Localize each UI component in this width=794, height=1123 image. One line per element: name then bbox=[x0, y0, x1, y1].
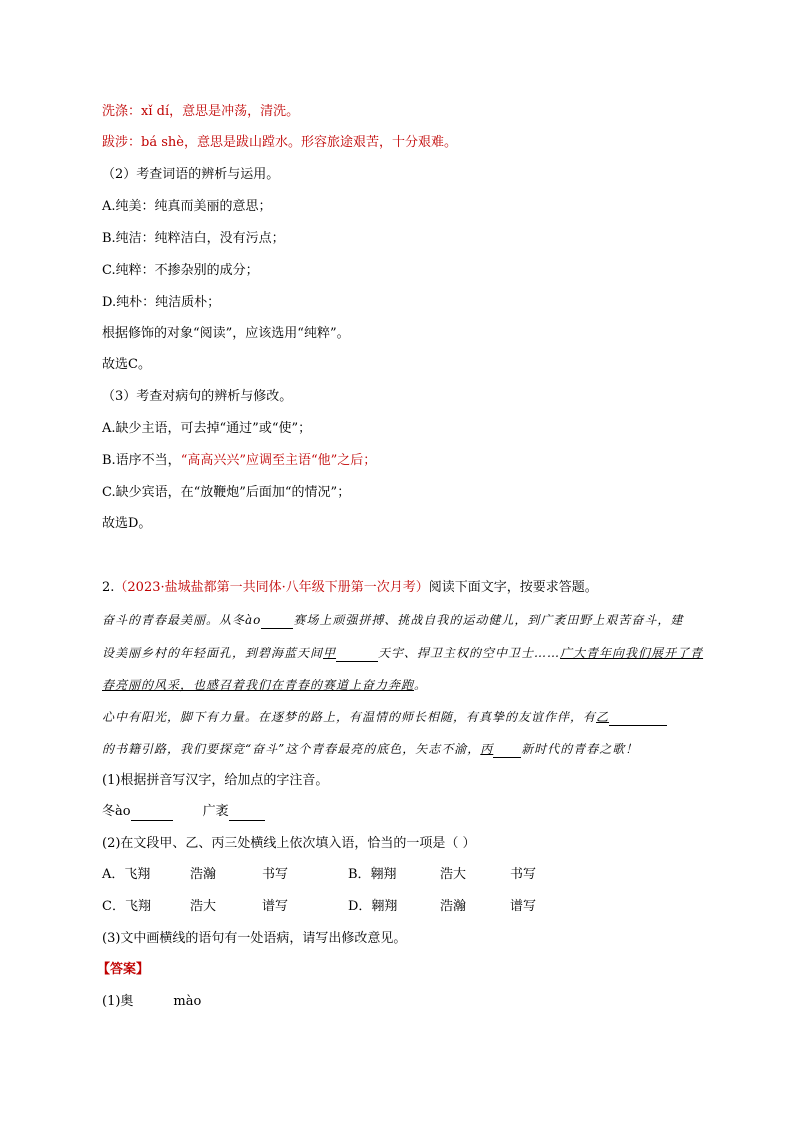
q2-option-c: C.纯粹：不掺杂别的成分； bbox=[102, 263, 259, 278]
q2-option-b: B.纯洁：纯粹洁白，没有污点； bbox=[102, 231, 285, 246]
q3-option-b bbox=[102, 452, 376, 470]
choice-b-word3: 书写 bbox=[510, 867, 537, 882]
q3-option-b-pre: B.语序不当， bbox=[102, 453, 181, 468]
question-instruction: 阅读下面文字，按要求答题。 bbox=[428, 580, 598, 595]
pinyin-ao: ào bbox=[245, 613, 262, 627]
answer-tag: 【答案】 bbox=[97, 962, 150, 977]
sub-question-1: (1)根据拼音写汉字，给加点的字注音。 bbox=[102, 773, 329, 788]
passage-text: 。 bbox=[414, 678, 428, 692]
answer-xidi: 洗涤：xǐ dí，意思是冲荡，清洗。 bbox=[102, 104, 300, 119]
answer-1 bbox=[102, 993, 201, 1011]
passage-p1-line3 bbox=[102, 676, 427, 694]
q2-explain-title: （2）考查词语的辨析与运用。 bbox=[102, 167, 280, 182]
q2-reason: 根据修饰的对象“阅读”，应该选用“纯粹”。 bbox=[102, 326, 350, 341]
answer-1-pinyin: mào bbox=[173, 994, 202, 1009]
answer-1-char: (1)奥 bbox=[102, 994, 134, 1009]
blank-yi[interactable] bbox=[609, 711, 667, 726]
passage-text: 新时代的青春之歌！ bbox=[521, 742, 639, 756]
passage-text: 天宇、捍卫主权的空中卫士…… bbox=[378, 646, 561, 660]
choice-a-word2: 浩瀚 bbox=[190, 867, 217, 882]
q2-option-a: A.纯美：纯真而美丽的意思； bbox=[102, 199, 272, 214]
choice-c-label: C．飞翔 bbox=[102, 899, 151, 914]
passage-p1-line1 bbox=[102, 611, 683, 629]
marker-jia: 甲 bbox=[323, 646, 337, 660]
choice-c-word2: 浩大 bbox=[190, 899, 217, 914]
passage-text: 赛场上顽强拼搏、挑战自我的运动健儿，到广袤田野上艰苦奋斗，建 bbox=[293, 613, 684, 627]
sub1-item-a: 冬ào bbox=[102, 804, 131, 819]
q3-option-b-red: “高高兴兴”应调至主语“他”之后； bbox=[180, 453, 377, 468]
passage-text: 设美丽乡村的年轻面孔，到碧海蓝天间 bbox=[102, 646, 324, 660]
choice-d-label: D．翱翔 bbox=[348, 899, 398, 914]
choice-b-label: B．翱翔 bbox=[348, 867, 397, 882]
passage-p1-line2 bbox=[102, 644, 703, 662]
passage-text: 的书籍引路，我们要探竞“奋斗”这个青春最亮的底色，矢志不渝， bbox=[102, 742, 481, 756]
passage-p2-line2 bbox=[102, 740, 638, 758]
choice-a-word3: 书写 bbox=[262, 867, 289, 882]
sub1-blank-a[interactable] bbox=[131, 806, 173, 821]
sub-question-1-blanks bbox=[102, 803, 265, 821]
blank-ao[interactable] bbox=[261, 614, 293, 629]
marker-bing: 丙 bbox=[480, 742, 494, 756]
choice-c-word3: 谱写 bbox=[262, 899, 289, 914]
underlined-sentence-cont: 春亮丽的风采，也感召着我们在青春的赛道上奋力奔跑 bbox=[102, 678, 415, 692]
sub1-item-b: 广袤 bbox=[202, 804, 229, 819]
question-2-header bbox=[102, 579, 598, 597]
answer-bashe: 跋涉：bá shè，意思是跋山蹚水。形容旅途艰苦，十分艰难。 bbox=[102, 135, 457, 150]
choice-d-word2: 浩瀚 bbox=[440, 899, 467, 914]
underlined-sentence: 广大青年向我们展开了青 bbox=[560, 646, 704, 660]
passage-text: 奋斗的青春最美丽。从冬 bbox=[102, 613, 246, 627]
q3-option-c: C.缺少宾语，在“放鞭炮”后面加“的情况”； bbox=[102, 485, 351, 500]
sub-question-3: (3)文中画横线的语句有一处语病，请写出修改意见。 bbox=[102, 931, 407, 946]
q2-pick: 故选C。 bbox=[102, 357, 151, 372]
choice-a-label: A．飞翔 bbox=[102, 867, 151, 882]
q3-explain-title: （3）考查对病句的辨析与修改。 bbox=[102, 389, 293, 404]
passage-text: 心中有阳光，脚下有力量。在逐梦的路上，有温情的师长相随，有真挚的友谊作伴，有 bbox=[102, 710, 597, 724]
q3-pick: 故选D。 bbox=[102, 516, 152, 531]
question-source: （2023·盐城盐都第一共同体·八年级下册第一次月考） bbox=[114, 580, 429, 595]
passage-p2-line1 bbox=[102, 708, 667, 726]
question-number: 2. bbox=[102, 580, 115, 595]
marker-yi: 乙 bbox=[596, 710, 610, 724]
sub-question-2: (2)在文段甲、乙、丙三处横线上依次填入语，恰当的一项是（ ） bbox=[102, 836, 476, 851]
choice-b-word2: 浩大 bbox=[440, 867, 467, 882]
choice-d-word3: 谱写 bbox=[510, 899, 537, 914]
blank-jia[interactable] bbox=[336, 647, 378, 662]
q3-option-a: A.缺少主语，可去掉“通过”或“使”； bbox=[102, 421, 312, 436]
blank-bing[interactable] bbox=[493, 743, 521, 758]
q2-option-d: D.纯朴：纯洁质朴； bbox=[102, 295, 221, 310]
sub1-blank-b[interactable] bbox=[229, 806, 265, 821]
